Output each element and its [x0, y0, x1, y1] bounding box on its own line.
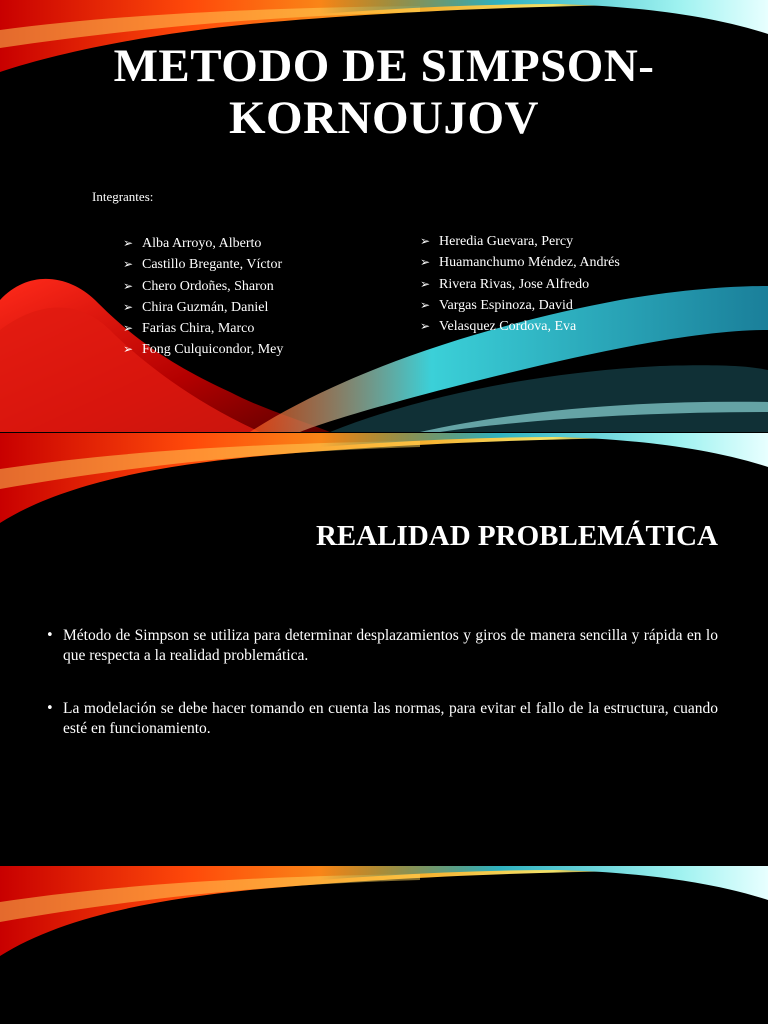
list-item: ➢ Velasquez Cordova, Eva	[420, 316, 620, 337]
list-item: ➢ Fong Culquicondor, Mey	[123, 339, 283, 360]
content-slide	[0, 433, 768, 865]
ribbon-decoration	[0, 866, 768, 1024]
list-item: ➢ Vargas Espinoza, David	[420, 295, 620, 316]
arrowhead-icon: ➢	[420, 297, 431, 312]
arrowhead-icon: ➢	[123, 321, 134, 336]
slide-title: METODO DE SIMPSON-KORNOUJOV	[113, 40, 655, 144]
dot-icon: •	[46, 701, 54, 716]
list-item: ➢ Chero Ordoñes, Sharon	[123, 276, 283, 297]
arrowhead-icon: ➢	[420, 255, 431, 270]
arrowhead-icon: ➢	[123, 257, 134, 272]
list-item: ➢ Alba Arroyo, Alberto	[123, 233, 283, 254]
arrowhead-icon: ➢	[420, 319, 431, 334]
list-item: ➢ Huamanchumo Méndez, Andrés	[420, 252, 620, 273]
list-item: ➢ Rivera Rivas, Jose Alfredo	[420, 274, 620, 295]
dot-icon: •	[46, 628, 54, 643]
members-list-left	[123, 233, 283, 361]
list-item: • Método de Simpson se utiliza para determinar desplazamientos y giros de manera sencilla y rápida en lo que respecta a la realidad problemática.	[46, 627, 718, 664]
list-item: ➢ Heredia Guevara, Percy	[420, 231, 620, 252]
members-label: Integrantes:	[92, 189, 154, 204]
list-item: ➢ Chira Guzmán, Daniel	[123, 297, 283, 318]
arrowhead-icon: ➢	[420, 276, 431, 291]
arrowhead-icon: ➢	[420, 234, 431, 248]
next-slide-partial	[0, 866, 768, 1024]
slide-title: REALIDAD PROBLEMÁTICA	[315, 520, 718, 552]
list-item: • La modelación se debe hacer tomando en cuenta las normas, para evitar el fallo de la estructura, cuando esté en funcionamiento.	[46, 700, 718, 737]
bullet-list	[46, 626, 718, 772]
arrowhead-icon: ➢	[123, 278, 134, 293]
arrowhead-icon: ➢	[123, 342, 134, 357]
members-list-right	[420, 231, 620, 337]
list-item: ➢ Farias Chira, Marco	[123, 318, 283, 339]
arrowhead-icon: ➢	[123, 299, 134, 314]
arrowhead-icon: ➢	[123, 236, 134, 250]
title-slide	[0, 0, 768, 432]
list-item: ➢ Castillo Bregante, Víctor	[123, 254, 283, 275]
